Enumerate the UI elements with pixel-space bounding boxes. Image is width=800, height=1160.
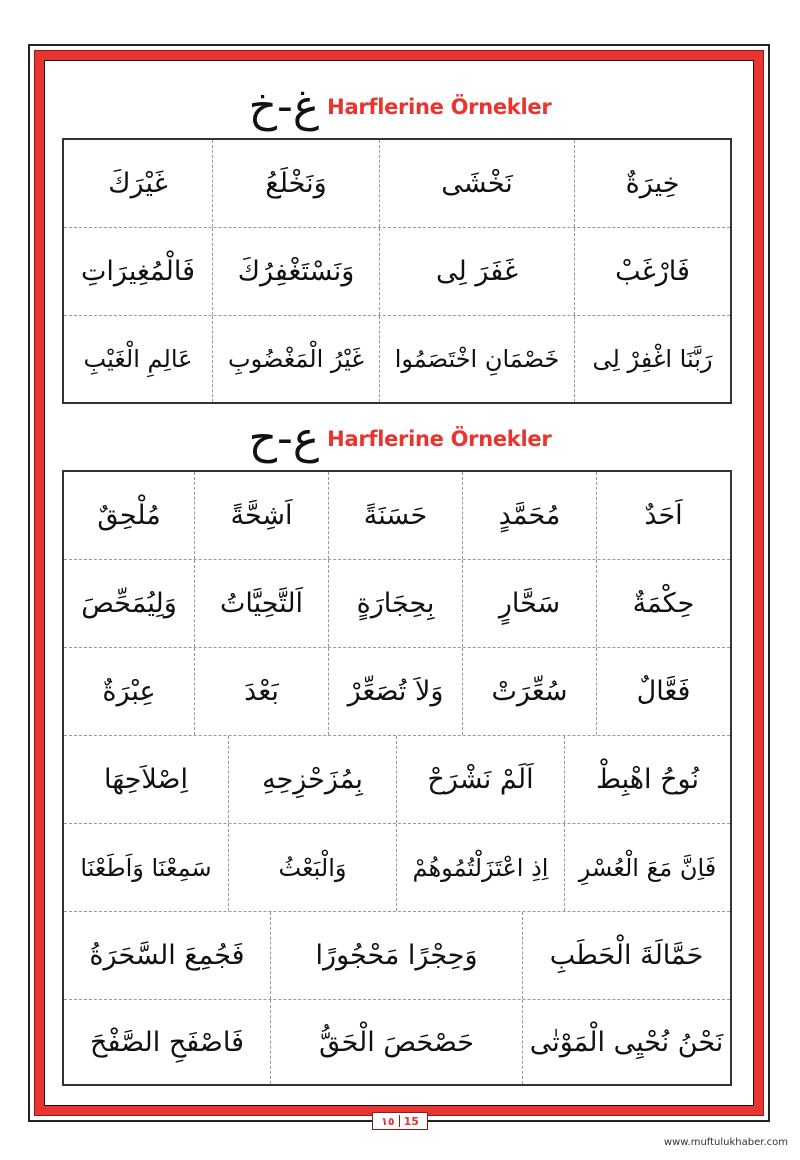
section1-title-arabic: غ-خ xyxy=(248,81,320,132)
table-row xyxy=(64,912,730,1000)
section1-table xyxy=(62,138,732,404)
table-cell: وَالْبَعْثُ xyxy=(228,824,396,911)
table-cell: غَيْرُ الْمَغْضُوبِ xyxy=(212,316,379,402)
table-cell: خِيرَةٌ xyxy=(574,140,730,227)
section2-heading xyxy=(0,414,800,464)
table-row xyxy=(64,228,730,316)
section1-heading xyxy=(0,82,800,132)
table-cell: سَمِعْنَا وَاَطَعْنَا xyxy=(80,853,212,882)
table-row xyxy=(64,824,730,912)
table-cell: اَلَمْ نَشْرَحْ xyxy=(396,736,564,823)
table-cell: نَخْشَى xyxy=(379,140,574,227)
table-cell: عِبْرَةٌ xyxy=(102,676,156,707)
watermark-url: www.muftulukhaber.com xyxy=(663,1137,788,1148)
table-cell: اِذِ اعْتَزَلْتُمُوهُمْ xyxy=(396,824,564,911)
section2-title-arabic: ع-ح xyxy=(248,413,320,464)
table-cell: حَمَّالَةَ الْحَطَبِ xyxy=(522,912,730,999)
table-cell: نَحْنُ نُحْيِى الْمَوْتٰى xyxy=(522,1000,730,1084)
table-cell: اِصْلاَحِهَا xyxy=(104,764,188,795)
table-row xyxy=(64,736,730,824)
table-cell: خَصْمَانِ اخْتَصَمُوا xyxy=(379,316,574,402)
table-row xyxy=(64,316,730,402)
table-row xyxy=(64,1000,730,1084)
table-cell: بِحِجَارَةٍ xyxy=(328,560,462,647)
table-cell: اَشِحَّةً xyxy=(194,472,328,559)
table-row xyxy=(64,140,730,228)
table-cell: اَحَدٌ xyxy=(596,472,730,559)
table-cell: وَلِيُمَحِّصَ xyxy=(81,588,177,619)
table-cell: سُعِّرَتْ xyxy=(462,648,596,735)
page-number: 15 xyxy=(403,1114,419,1128)
table-cell: رَبَّنَا اغْفِرْ لِى xyxy=(574,316,730,402)
table-cell: عَالِمِ الْغَيْبِ xyxy=(83,345,193,373)
table-cell: غَفَرَ لِى xyxy=(379,228,574,315)
table-cell: مُلْحِقٌ xyxy=(97,500,161,531)
page-number-divider xyxy=(399,1115,400,1127)
page-number-badge xyxy=(372,1112,428,1130)
table-cell: فَعَّالٌ xyxy=(596,648,730,735)
table-cell: حِكْمَةٌ xyxy=(596,560,730,647)
table-cell: فَاصْفَحِ الصَّفْحَ xyxy=(90,1026,244,1058)
table-row xyxy=(64,648,730,736)
table-cell: وَنَخْلَعُ xyxy=(212,140,379,227)
table-cell: اَلتَّحِيَّاتُ xyxy=(194,560,328,647)
table-cell: بِمُزَحْزِحِهِ xyxy=(228,736,396,823)
table-cell: مُحَمَّدٍ xyxy=(462,472,596,559)
section2-table xyxy=(62,470,732,1086)
table-cell: حَصْحَصَ الْحَقُّ xyxy=(270,1000,522,1084)
table-cell: وَلاَ تُصَعِّرْ xyxy=(328,648,462,735)
table-cell: بَعْدَ xyxy=(194,648,328,735)
table-cell: فَجُمِعَ السَّحَرَةُ xyxy=(89,940,245,971)
table-cell: فَارْغَبْ xyxy=(574,228,730,315)
table-cell: غَيْرَكَ xyxy=(108,168,168,199)
table-cell: نُوحُ اهْبِطْ xyxy=(564,736,730,823)
section1-title-latin: Harflerine Örnekler xyxy=(327,95,552,119)
section2-title-latin: Harflerine Örnekler xyxy=(327,427,552,451)
table-cell: حَسَنَةً xyxy=(328,472,462,559)
table-cell: فَاِنَّ مَعَ الْعُسْرِ xyxy=(564,824,730,911)
table-cell: وَحِجْرًا مَحْجُورًا xyxy=(270,912,522,999)
table-cell: فَالْمُغِيرَاتِ xyxy=(81,256,195,287)
table-row xyxy=(64,560,730,648)
table-cell: وَنَسْتَغْفِرُكَ xyxy=(212,228,379,315)
table-cell: سَحَّارٍ xyxy=(462,560,596,647)
page-number-arabic: ١٥ xyxy=(381,1114,395,1128)
table-row xyxy=(64,472,730,560)
